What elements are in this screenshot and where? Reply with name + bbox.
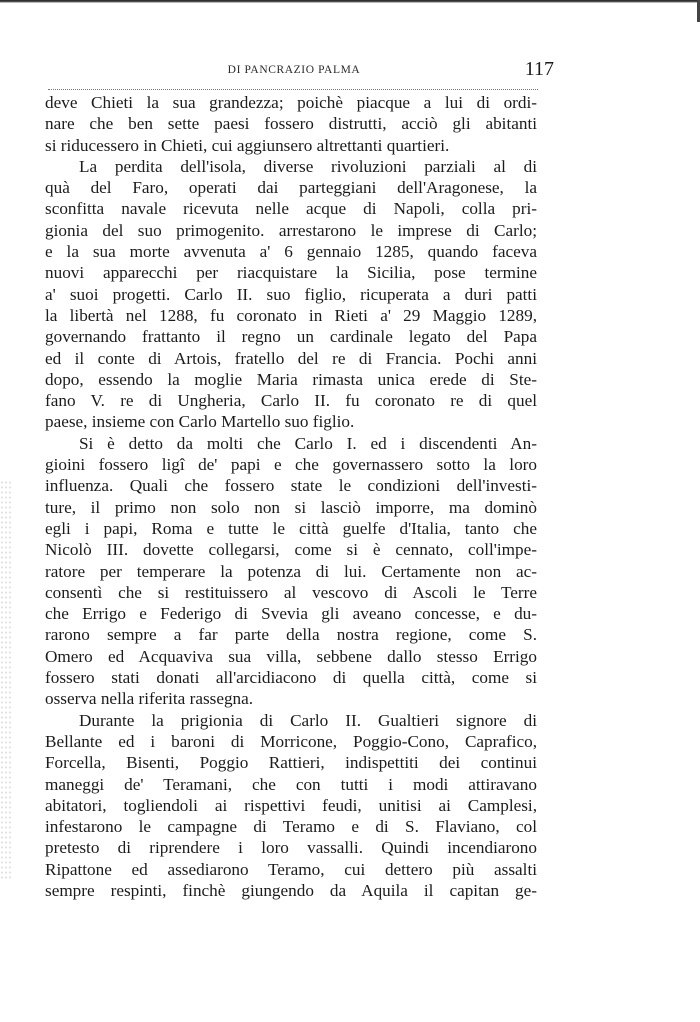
text-line: che Errigo e Federigo di Svevia gli aveano concesse, e du- [45, 604, 537, 624]
paragraph [45, 433, 537, 710]
text-line: Bellante ed i baroni di Morricone, Poggio-Cono, Caprafico, [45, 731, 537, 751]
text-line: infestarono le campagne di Teramo e di S. Flaviano, col [45, 817, 537, 837]
text-line: Omero ed Acquaviva sua villa, sebbene dallo stesso Errigo [45, 646, 537, 666]
text-line: nare che ben sette paesi fossero distrutti, acciò gli abitanti [45, 114, 537, 134]
text-line: influenza. Quali che fossero state le condizioni dell'investi- [45, 476, 537, 496]
page-number: 117 [524, 58, 554, 80]
scan-left-margin-noise [0, 480, 12, 880]
paragraph [45, 156, 537, 433]
text-line: sconfitta navale ricevuta nelle acque di Napoli, colla pri- [45, 199, 537, 219]
text-line: paese, insieme con Carlo Martello suo figlio. [45, 412, 355, 432]
text-line: governando frattanto il regno un cardinale legato del Papa [45, 327, 537, 347]
header-rule [48, 89, 538, 90]
text-line: la libertà nel 1288, fu coronato in Rieti a' 29 Maggio 1289, [45, 305, 537, 325]
text-line: Ripattone ed assediarono Teramo, cui dettero più assalti [45, 859, 537, 879]
text-line: pretesto di riprendere i loro vassalli. Quindi incendiarono [45, 838, 537, 858]
text-line: Durante la prigionia di Carlo II. Gualtieri signore di [79, 710, 537, 730]
text-line: ture, il primo non solo non si lasciò imporre, ma dominò [45, 497, 537, 517]
text-line: egli i papi, Roma e tutte le città guelfe d'Italia, tanto che [45, 518, 537, 538]
text-line: osserva nella riferita rassegna. [45, 689, 254, 709]
text-line: La perdita dell'isola, diverse rivoluzioni parziali al di [79, 156, 537, 176]
text-line: sempre respinti, finchè giungendo da Aquila il capitan ge- [45, 880, 537, 900]
text-line: rarono sempre a far parte della nostra regione, come S. [45, 625, 537, 645]
paragraph [45, 710, 537, 902]
paragraph [45, 92, 537, 156]
text-line: nuovi apparecchi per riacquistare la Sicilia, pose termine [45, 263, 537, 283]
text-line: si riducessero in Chieti, cui aggiunsero altrettanti quartieri. [45, 135, 450, 155]
text-line: e la sua morte avvenuta a' 6 gennaio 1285, quando faceva [45, 242, 537, 262]
text-line: a' suoi progetti. Carlo II. suo figlio, ricuperata a duri patti [45, 284, 537, 304]
text-line: abitatori, togliendoli ai rispettivi feudi, unitisi ai Camplesi, [45, 795, 537, 815]
text-line: consentì che si restituissero al vescovo di Ascoli le Terre [45, 582, 537, 602]
text-line: dopo, essendo la moglie Maria rimasta unica erede di Ste- [45, 369, 537, 389]
text-line: quà del Faro, operati dai parteggiani dell'Aragonese, la [45, 178, 537, 198]
text-line: ed il conte di Artois, fratello del re di Francia. Pochi anni [45, 348, 537, 368]
scan-top-edge [0, 0, 700, 3]
text-line: deve Chieti la sua grandezza; poichè piacque a lui di ordi- [45, 93, 537, 112]
text-line: Si è detto da molti che Carlo I. ed i discendenti An- [79, 433, 537, 453]
text-line: gionia del suo primogenito. arrestarono le imprese di Carlo; [45, 220, 537, 240]
body-text [45, 92, 537, 901]
text-line: fossero stati donati all'arcidiacono di quella città, come si [45, 668, 537, 688]
running-title: DI PANCRAZIO PALMA [227, 64, 361, 76]
text-line: Forcella, Bisenti, Poggio Rattieri, indispettiti dei continui [45, 753, 537, 773]
text-line: maneggi de' Teramani, che con tutti i modi attiravano [45, 774, 537, 794]
text-line: fano V. re di Ungheria, Carlo II. fu coronato re di quel [45, 391, 537, 411]
text-line: ratore per temperare la potenza di lui. Certamente non ac- [45, 561, 537, 581]
running-head [44, 58, 554, 86]
text-line: gioini fossero ligî de' papi e che governassero sotto la loro [45, 455, 537, 475]
text-line: Nicolò III. dovette collegarsi, come si è cennato, coll'impe- [45, 540, 537, 560]
